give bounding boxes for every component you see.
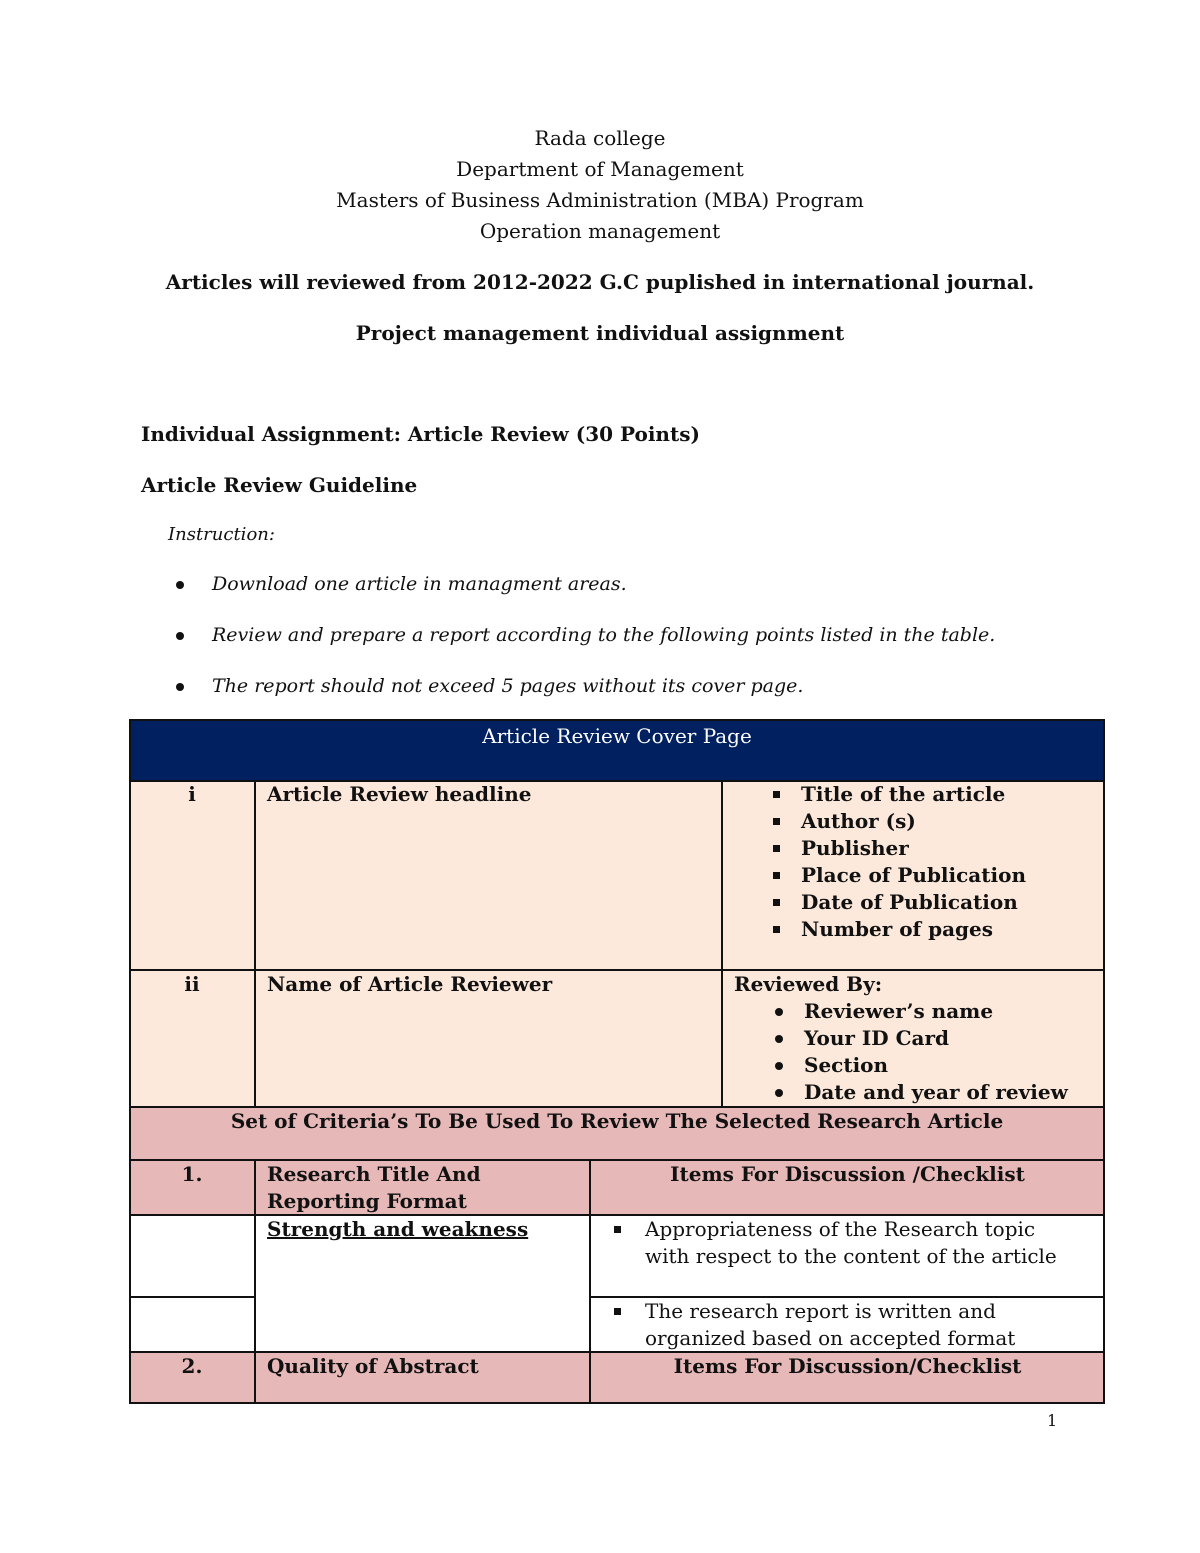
section-1-number: 1.	[181, 1162, 203, 1186]
college-name: Rada college	[534, 126, 666, 150]
reviewed-by-heading: Reviewed By:	[734, 972, 883, 996]
bullet-icon	[614, 1226, 621, 1233]
row-ii-number: ii	[184, 972, 200, 996]
section-2-label: Quality of Abstract	[267, 1354, 479, 1378]
cover-page-title: Article Review Cover Page	[482, 724, 752, 748]
list-item: Date and year of review	[770, 1079, 1068, 1106]
bullet-icon	[176, 683, 184, 691]
section-1-checklist-heading: Items For Discussion /Checklist	[670, 1162, 1025, 1186]
individual-assignment-heading: Individual Assignment: Article Review (30 Points)	[141, 422, 700, 446]
section-2-checklist-heading: Items For Discussion/Checklist	[673, 1354, 1022, 1378]
row-ii-label: Name of Article Reviewer	[267, 972, 553, 996]
bullet-icon	[176, 632, 184, 640]
guideline-heading: Article Review Guideline	[141, 473, 418, 497]
article-review-table	[129, 719, 1105, 1404]
section-1-label: Research Title And Reporting Format	[267, 1162, 481, 1213]
list-item: Number of pages	[767, 916, 1026, 943]
list-item: Your ID Card	[770, 1025, 1068, 1052]
reviewer-items-list	[770, 998, 1068, 1106]
bullet-icon	[614, 1308, 621, 1315]
row-i-label: Article Review headline	[267, 782, 532, 806]
strength-weakness-heading: Strength and weakness	[267, 1217, 529, 1241]
cover-page-header	[129, 719, 1105, 781]
department-name: Department of Management	[456, 157, 744, 181]
list-item: Place of Publication	[767, 862, 1026, 889]
row-i-number: i	[188, 782, 196, 806]
instruction-item: Download one article in managment areas.	[212, 573, 627, 595]
page-number: 1	[1047, 1411, 1058, 1430]
headline-items-list	[767, 781, 1026, 943]
assignment-title: Project management individual assignment	[355, 321, 845, 345]
section-2-number: 2.	[181, 1354, 203, 1378]
criteria-title: Set of Criteria’s To Be Used To Review The Selected Research Article	[230, 1109, 1004, 1133]
instruction-item: Review and prepare a report according to the following points listed in the table.	[212, 624, 996, 646]
list-item: Author (s)	[767, 808, 1026, 835]
bullet-icon	[176, 581, 184, 589]
articles-note: Articles will reviewed from 2012-2022 G.C puplished in international journal.	[165, 270, 1035, 294]
instruction-item: The report should not exceed 5 pages without its cover page.	[212, 675, 804, 697]
checklist-item: The research report is written and organized based on accepted format	[645, 1299, 1016, 1350]
course-name: Operation management	[479, 219, 721, 243]
list-item: Section	[770, 1052, 1068, 1079]
list-item: Title of the article	[767, 781, 1026, 808]
list-item: Publisher	[767, 835, 1026, 862]
checklist-item: Appropriateness of the Research topic with respect to the content of the article	[645, 1217, 1057, 1268]
program-name: Masters of Business Administration (MBA) Program	[336, 188, 864, 212]
list-item: Reviewer’s name	[770, 998, 1068, 1025]
list-item: Date of Publication	[767, 889, 1026, 916]
instruction-label: Instruction:	[168, 524, 275, 545]
